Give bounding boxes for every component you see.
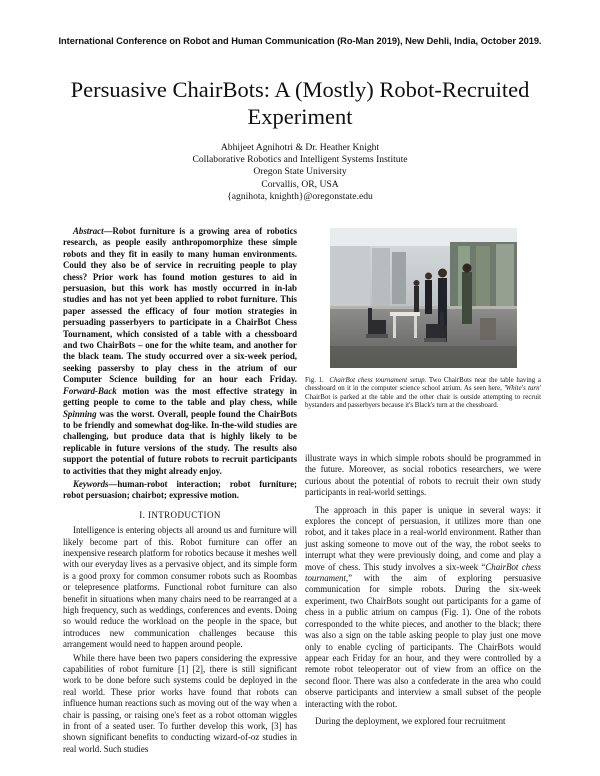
figure-caption (305, 377, 541, 411)
figure-photo (330, 228, 517, 368)
abstract-label: Abstract (73, 226, 104, 236)
caption-text-1: Two ChairBots near the table having a chessboard on it in the computer science school atrium. As seen here, (305, 377, 541, 393)
keywords-label: Keywords (73, 478, 109, 489)
intro-paragraph-2: While there have been two papers considering the expressive capabilities of robot furniture [1] [2], there is still significant work to be done before such systems could be deployed in the real world. These prior works have found that robots can influence human reactions such as moving out of the way when a chair is passing, or raising one's feet as a robot ottoman wiggles in front of a seated user. To further develop this work, [3] has shown significant benefits to conducting wizard-of-oz studies in real world. Such studies (63, 652, 297, 754)
paper-title: Persuasive ChairBots: A (Mostly) Robot-Recruited Experiment (70, 77, 530, 129)
abstract-spinning: Spinning (63, 408, 97, 419)
atrium-photo-icon (330, 228, 517, 368)
caption-italic-2: 'White's turn' (504, 385, 541, 393)
left-column (63, 226, 297, 757)
location: Corvallis, OR, USA (261, 178, 339, 190)
abstract-text-2: motion was the most effective strategy in getting people to come to the table and play chess, while (63, 385, 297, 408)
right-column (305, 453, 541, 729)
right-paragraph-2 (305, 505, 541, 710)
email: {agnihota, knighth}@oregonstate.edu (227, 190, 373, 202)
keywords-text: —human-robot interaction; robot furniture; robot persuasion; chairbot; expressive motion. (63, 478, 297, 501)
university: Oregon State University (253, 166, 347, 178)
right-paragraph-2a: The approach in this paper is unique in several ways: it explores the concept of persuasion, it utilizes more than one robot, and it takes place in a real-world environment. Rather than just asking someone to move out of the way, the robot seeks to interrupt what they were previously doing, and come and play a move of chess. This study involves a six-week “ (305, 504, 541, 572)
conference-header: International Conference on Robot and Human Communication (Ro-Man 2019), New Dehli, India, October 2019. (58, 36, 542, 46)
right-paragraph-1: illustrate ways in which simple robots should be programmed in the future. Moreover, as social robotics researchers, we were curious about the potential of robots to recruit their own study participants in real-world settings. (305, 453, 541, 498)
right-paragraph-2b: ,” with the aim of exploring persuasive communication for simple robots. During the six-week experiment, two ChairBots sought out participants for a game of chess in a public atrium on campus (Fig. 1). One of the robots corresponded to the white pieces, and another to the black; there was also a sign on the table asking people to play just one move only to enable cycling of participants. The ChairBots would appear each Friday for an hour, and they were controlled by a remote robot teleoperator out of view from an office on the second floor. There was also a confederate in the area who could observe participants and interview a small subset of the people interacting with the robot. (305, 573, 541, 709)
intro-paragraph-1: Intelligence is entering objects all around us and furniture will likely become part of this. Robot furniture can offer an inexpensive research platform for robotics because it meshes well with our everyday lives as a pervasive object, and its simple form is a good proxy for common consumer robots such as Roombas or telepresence platforms. Functional robot furniture can also benefit in situations when many chairs need to be rearranged at a high frequency, such as weddings, conferences and events. Doing so would reduce the workload on the people in the space, but introduces new communication challenges because this arrangement would need to happen around people. (63, 525, 297, 650)
right-paragraph-2-italic: ChairBot chess tournament (305, 561, 541, 584)
caption-label: Fig. 1. (305, 377, 324, 384)
affiliation: Collaborative Robotics and Intelligent Systems Institute (192, 154, 408, 166)
abstract-forward-back: Forward-Back (63, 385, 117, 396)
caption-title: ChairBot chess tournament setup. (329, 377, 427, 384)
right-paragraph-3: During the deployment, we explored four recruitment (315, 715, 506, 726)
abstract (63, 226, 297, 477)
abstract-text-1: —Robot furniture is a growing area of robotics research, as people easily anthropomorphize these simple robots and they fit in easily to many human environments. Could they also be of service in recruiting people to play chess? Prior work has found motion gestures to aid in persuasion, but this work has mostly occurred in in-lab studies and has not yet been applied to robot furniture. This paper assessed the efficacy of four motion strategies in persuading passerbyers to participate in a ChairBot Chess Tournament, which consisted of a table with a chessboard and two ChairBots – one for the white team, and another for the black team. The study occurred over a six-week period, seeking passersby to play chess in the atrium of our Computer Science building for an hour each Friday. (63, 226, 297, 385)
author-names: Abhijeet Agnihotri & Dr. Heather Knight (220, 142, 380, 153)
caption-text-2: ChairBot is parked at the table and the other chair is outside attempting to recruit bystanders and passerbyers because it's Black's turn at the chessboard. (305, 393, 541, 410)
abstract-text-3: was the worst. Overall, people found the ChairBots to be friendly and somewhat dog-like. In-the-wild studies are challenging, but produce data that is highly likely to be replicable in future versions of the study. The results also support the potential of future robots to recruit participants to activities that they might already enjoy. (63, 408, 297, 476)
section-heading-introduction: I. INTRODUCTION (139, 509, 221, 520)
keywords (63, 479, 297, 502)
author-block (150, 142, 450, 203)
